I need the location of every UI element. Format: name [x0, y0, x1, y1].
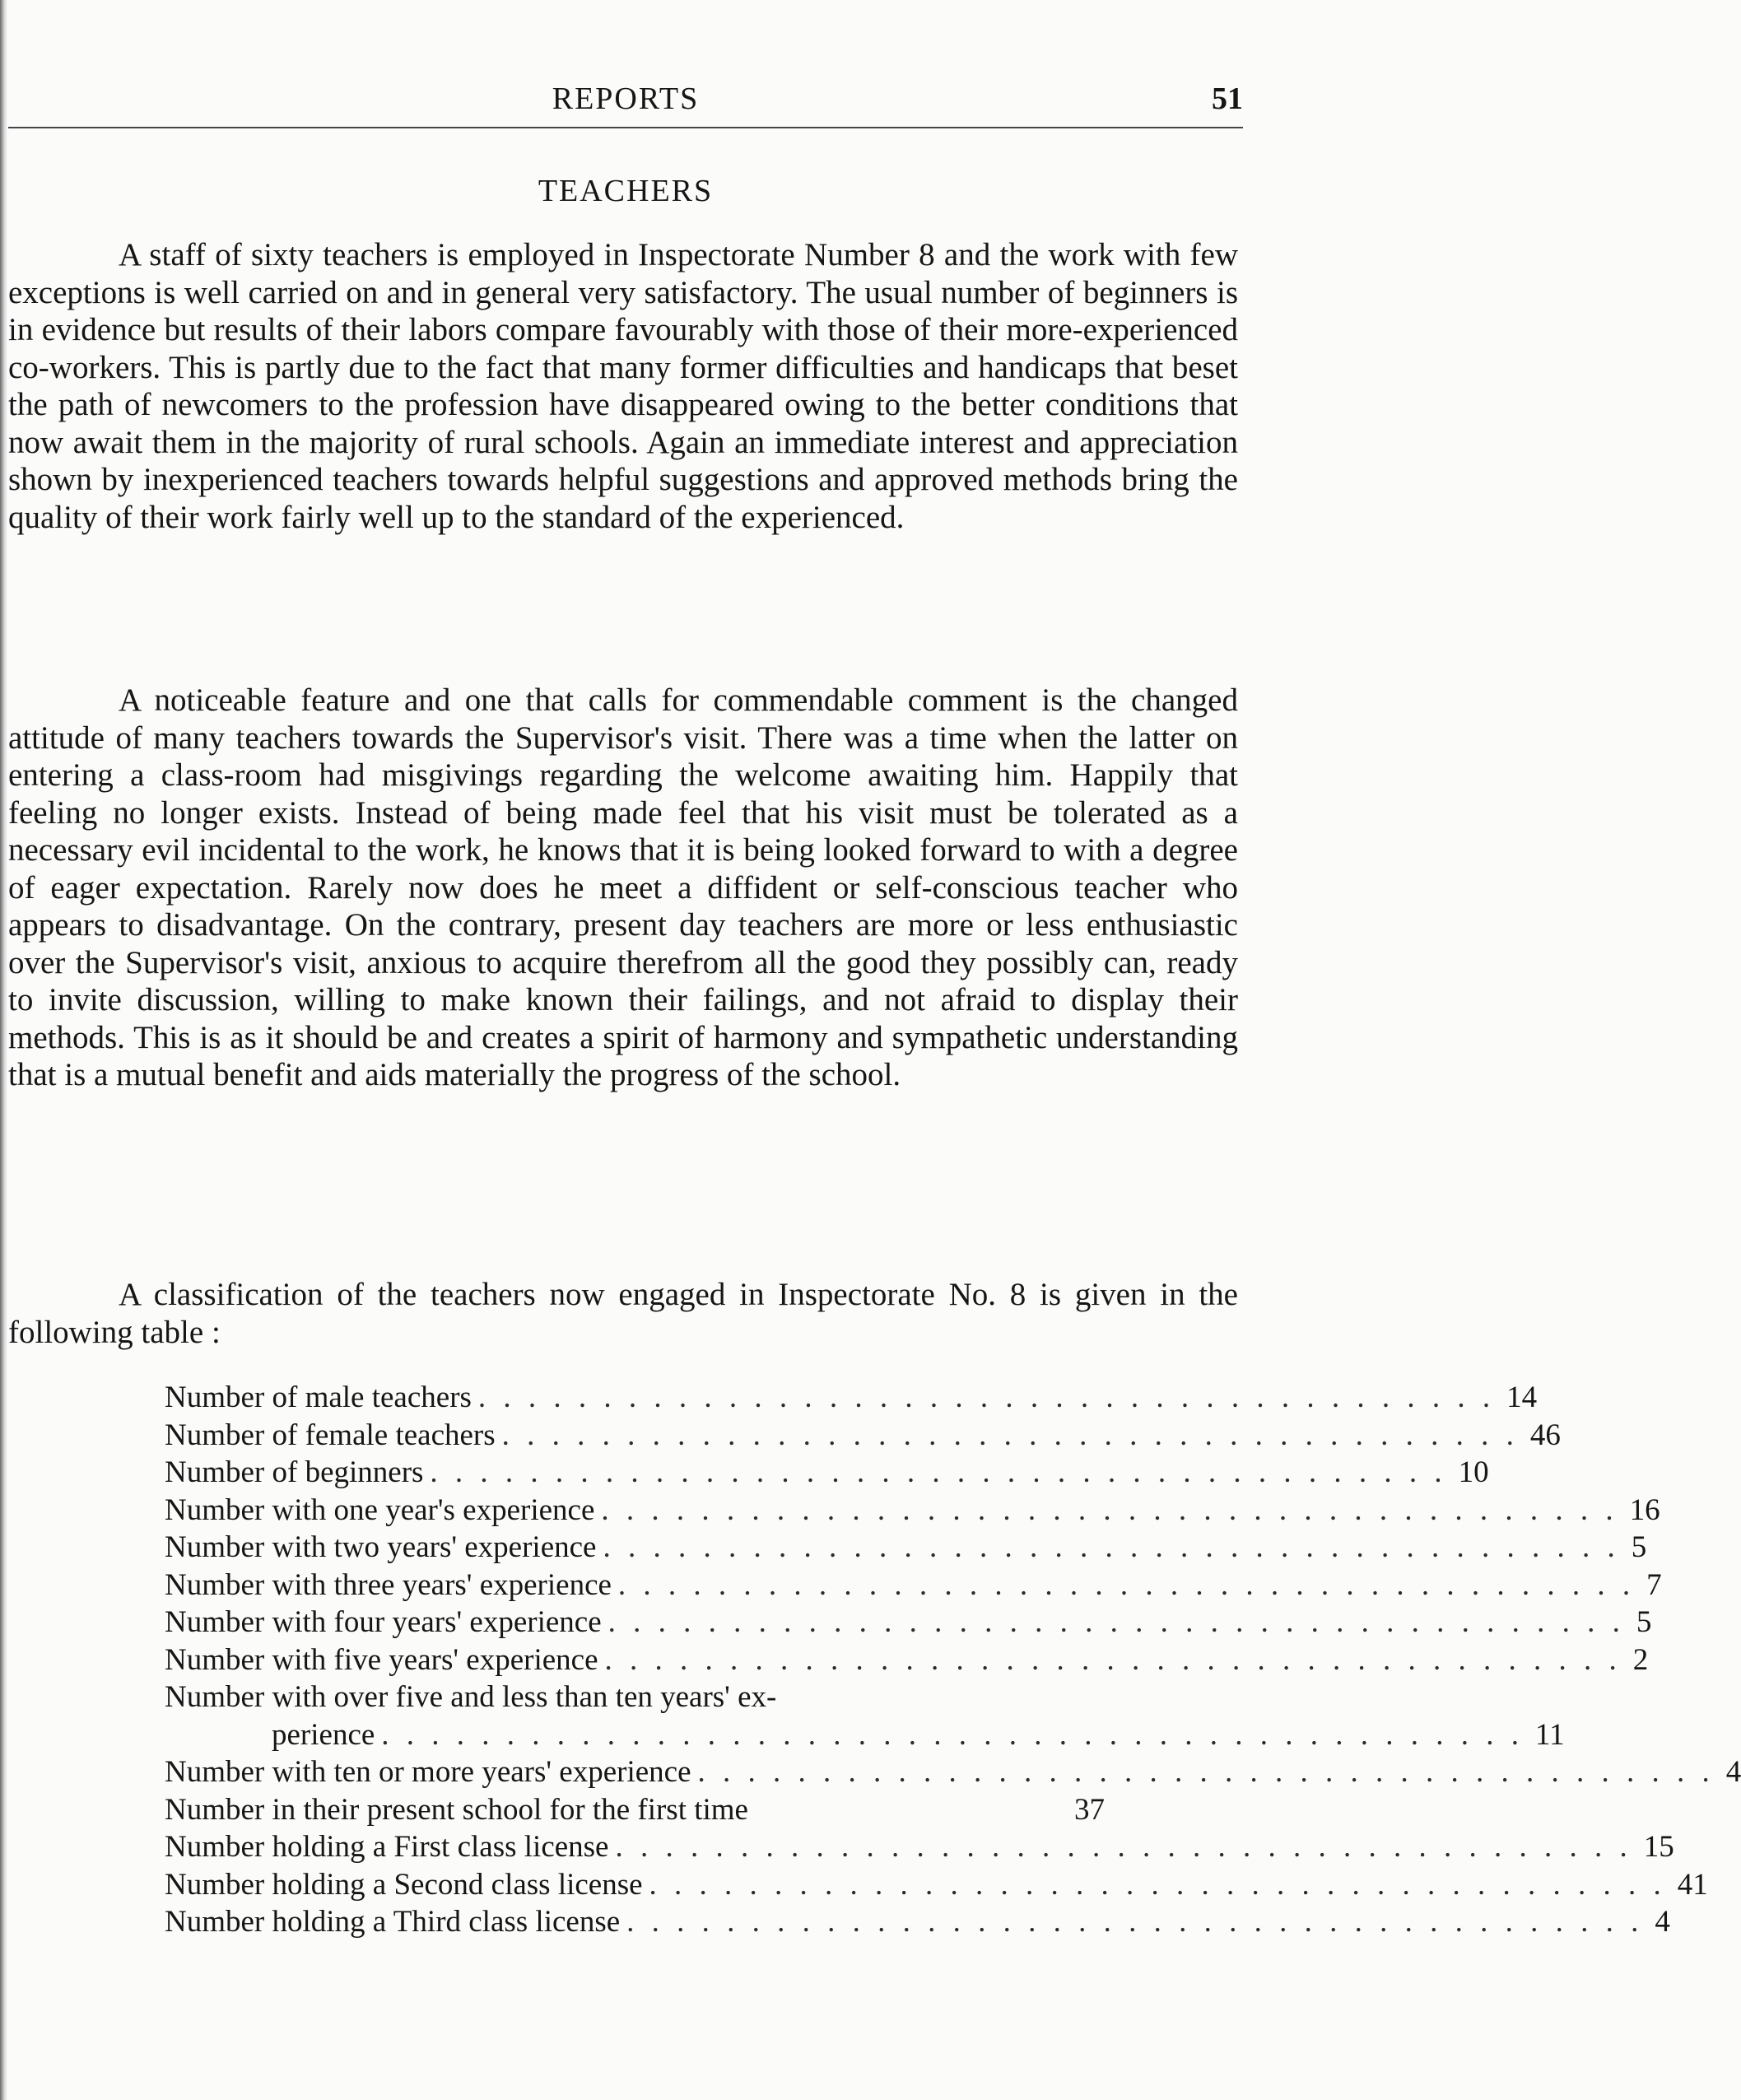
row-label: Number holding a Third class license	[165, 1905, 621, 1939]
section-title: TEACHERS	[538, 174, 714, 208]
running-head: REPORTS	[552, 81, 700, 116]
table-row	[165, 1492, 1660, 1530]
row-value: 4	[1655, 1905, 1670, 1939]
row-label: Number with four years' experience	[165, 1605, 602, 1639]
row-label: Number of beginners	[165, 1455, 424, 1489]
table-row	[165, 1828, 1674, 1866]
row-value: 11	[1535, 1717, 1565, 1752]
dot-leader: . . . . . . . . . . . . . . . . . . . . . . . . . . . . . . . . . . . . . . . . . . . . . .	[381, 1717, 1525, 1752]
row-value: 41	[1677, 1867, 1708, 1902]
row-value: 14	[1506, 1381, 1538, 1414]
paragraph-attitude: A noticeable feature and one that calls for commendable comment is the changed attitude of many teachers towards the Supervisor's visit. There was a time when the latter on entering a class-room had misgivings regarding the welcome awaiting him. Happily that feeling no longer exists. Instead of being made feel that his visit must be tolerated as a necessary evil incidental to the work, he knows that it is being looked forward to with a degree of eager expectation. Rarely now does he meet a diffident or self-conscious teacher who appears to disadvantage. On the contrary, present day teachers are more or less enthusiastic over the Supervisor's visit, anxious to acquire therefrom all the good they possibly can, ready to invite discussion, willing to make known their failings, and not afraid to display their methods. This is as it should be and creates a spirit of harmony and sympathetic understanding that is a mutual benefit and aids materially the progress of the school.	[8, 682, 1238, 1092]
dot-leader: . . . . . . . . . . . . . . . . . . . . . . . . . . . . . . . . . . . . . . . . .	[607, 1605, 1625, 1639]
page-edge	[0, 0, 7, 2100]
row-value: 15	[1643, 1830, 1674, 1864]
row-value: 10	[1458, 1455, 1489, 1489]
row-label: Number with ten or more years' experience	[165, 1755, 691, 1789]
table-row	[165, 1903, 1670, 1941]
row-value: 7	[1646, 1567, 1662, 1602]
page-header	[8, 81, 1243, 130]
dot-leader: . . . . . . . . . . . . . . . . . . . . . . . . . . . . . . . . . . . . . . . . .	[649, 1867, 1666, 1902]
dot-leader: . . . . . . . . . . . . . . . . . . . . . . . . . . . . . . . . . . . . . . . . .	[604, 1642, 1622, 1677]
row-label: Number with one year's experience	[165, 1492, 595, 1527]
dot-leader: . . . . . . . . . . . . . . . . . . . . . . . . . . . . . . . . . . . . . . . . .	[501, 1418, 1519, 1452]
row-label: Number holding a Second class license	[165, 1867, 643, 1902]
table-row	[165, 1791, 1105, 1829]
dot-leader: . . . . . . . . . . . . . . . . . . . . . . . . . . . . . . . . . . . . . . . . .	[697, 1755, 1715, 1789]
row-label: Number holding a First class license	[165, 1830, 609, 1864]
table-row	[165, 1866, 1708, 1904]
row-value: 4	[1725, 1755, 1741, 1789]
row-value: 5	[1636, 1605, 1652, 1639]
table-row	[165, 1379, 1538, 1417]
row-label-line2: perience	[272, 1717, 375, 1752]
row-value: 16	[1629, 1492, 1660, 1527]
header-rule	[8, 127, 1243, 128]
row-value: 2	[1632, 1642, 1649, 1677]
dot-leader: . . . . . . . . . . . . . . . . . . . . . . . . . . . . . . . . . . . . . . . . .	[430, 1455, 1447, 1489]
dot-leader: . . . . . . . . . . . . . . . . . . . . . . . . . . . . . . . . . . . . . . . . .	[601, 1492, 1618, 1527]
page-number: 51	[1212, 81, 1243, 116]
row-value: 37	[1074, 1792, 1105, 1827]
table-row	[165, 1641, 1649, 1679]
table-row	[165, 1604, 1652, 1641]
row-value: 5	[1631, 1530, 1647, 1564]
row-label: Number of female teachers	[165, 1418, 496, 1452]
row-label: Number with three years' experience	[165, 1567, 612, 1602]
table-row	[165, 1679, 1565, 1753]
dot-leader: . . . . . . . . . . . . . . . . . . . . . . . . . . . . . . . . . . . . . . . . .	[626, 1905, 1644, 1939]
table-row	[165, 1454, 1489, 1492]
row-label: Number in their present school for the first time	[165, 1792, 748, 1827]
table-row	[165, 1753, 1741, 1791]
table-row	[165, 1417, 1561, 1455]
row-label: Number of male teachers	[165, 1381, 472, 1414]
classification-table	[165, 1379, 1741, 1941]
row-label: Number with five years' experience	[165, 1642, 598, 1677]
dot-leader: . . . . . . . . . . . . . . . . . . . . . . . . . . . . . . . . . . . . . . . . .	[615, 1830, 1632, 1864]
dot-leader: . . . . . . . . . . . . . . . . . . . . . . . . . . . . . . . . . . . . . . . . .	[477, 1381, 1496, 1414]
paragraph-classification: A classification of the teachers now engaged in Inspectorate No. 8 is given in the following table :	[8, 1277, 1238, 1350]
table-row	[165, 1529, 1647, 1567]
row-label-line1: Number with over five and less than ten years' ex-	[165, 1680, 777, 1714]
table-row	[165, 1567, 1662, 1604]
dot-leader: . . . . . . . . . . . . . . . . . . . . . . . . . . . . . . . . . . . . . . . . .	[603, 1530, 1620, 1564]
row-label-continuation	[165, 1716, 1565, 1754]
paragraph-staff: A staff of sixty teachers is employed in Inspectorate Number 8 and the work with few exceptions is well carried on and in general very satisfactory. The usual number of beginners is in evidence but results of their labors compare favourably with those of their more-experienced co-workers. This is partly due to the fact that many former difficulties and handicaps that beset the path of newcomers to the profession have disappeared owing to the better conditions that now await them in the majority of rural schools. Again an immediate interest and appreciation shown by inexperienced teachers towards helpful suggestions and approved methods bring the quality of their work fairly well up to the standard of the experienced.	[8, 237, 1238, 535]
row-value: 46	[1529, 1418, 1561, 1452]
row-label: Number with two years' experience	[165, 1530, 597, 1564]
dot-leader: . . . . . . . . . . . . . . . . . . . . . . . . . . . . . . . . . . . . . . . . .	[617, 1567, 1636, 1602]
